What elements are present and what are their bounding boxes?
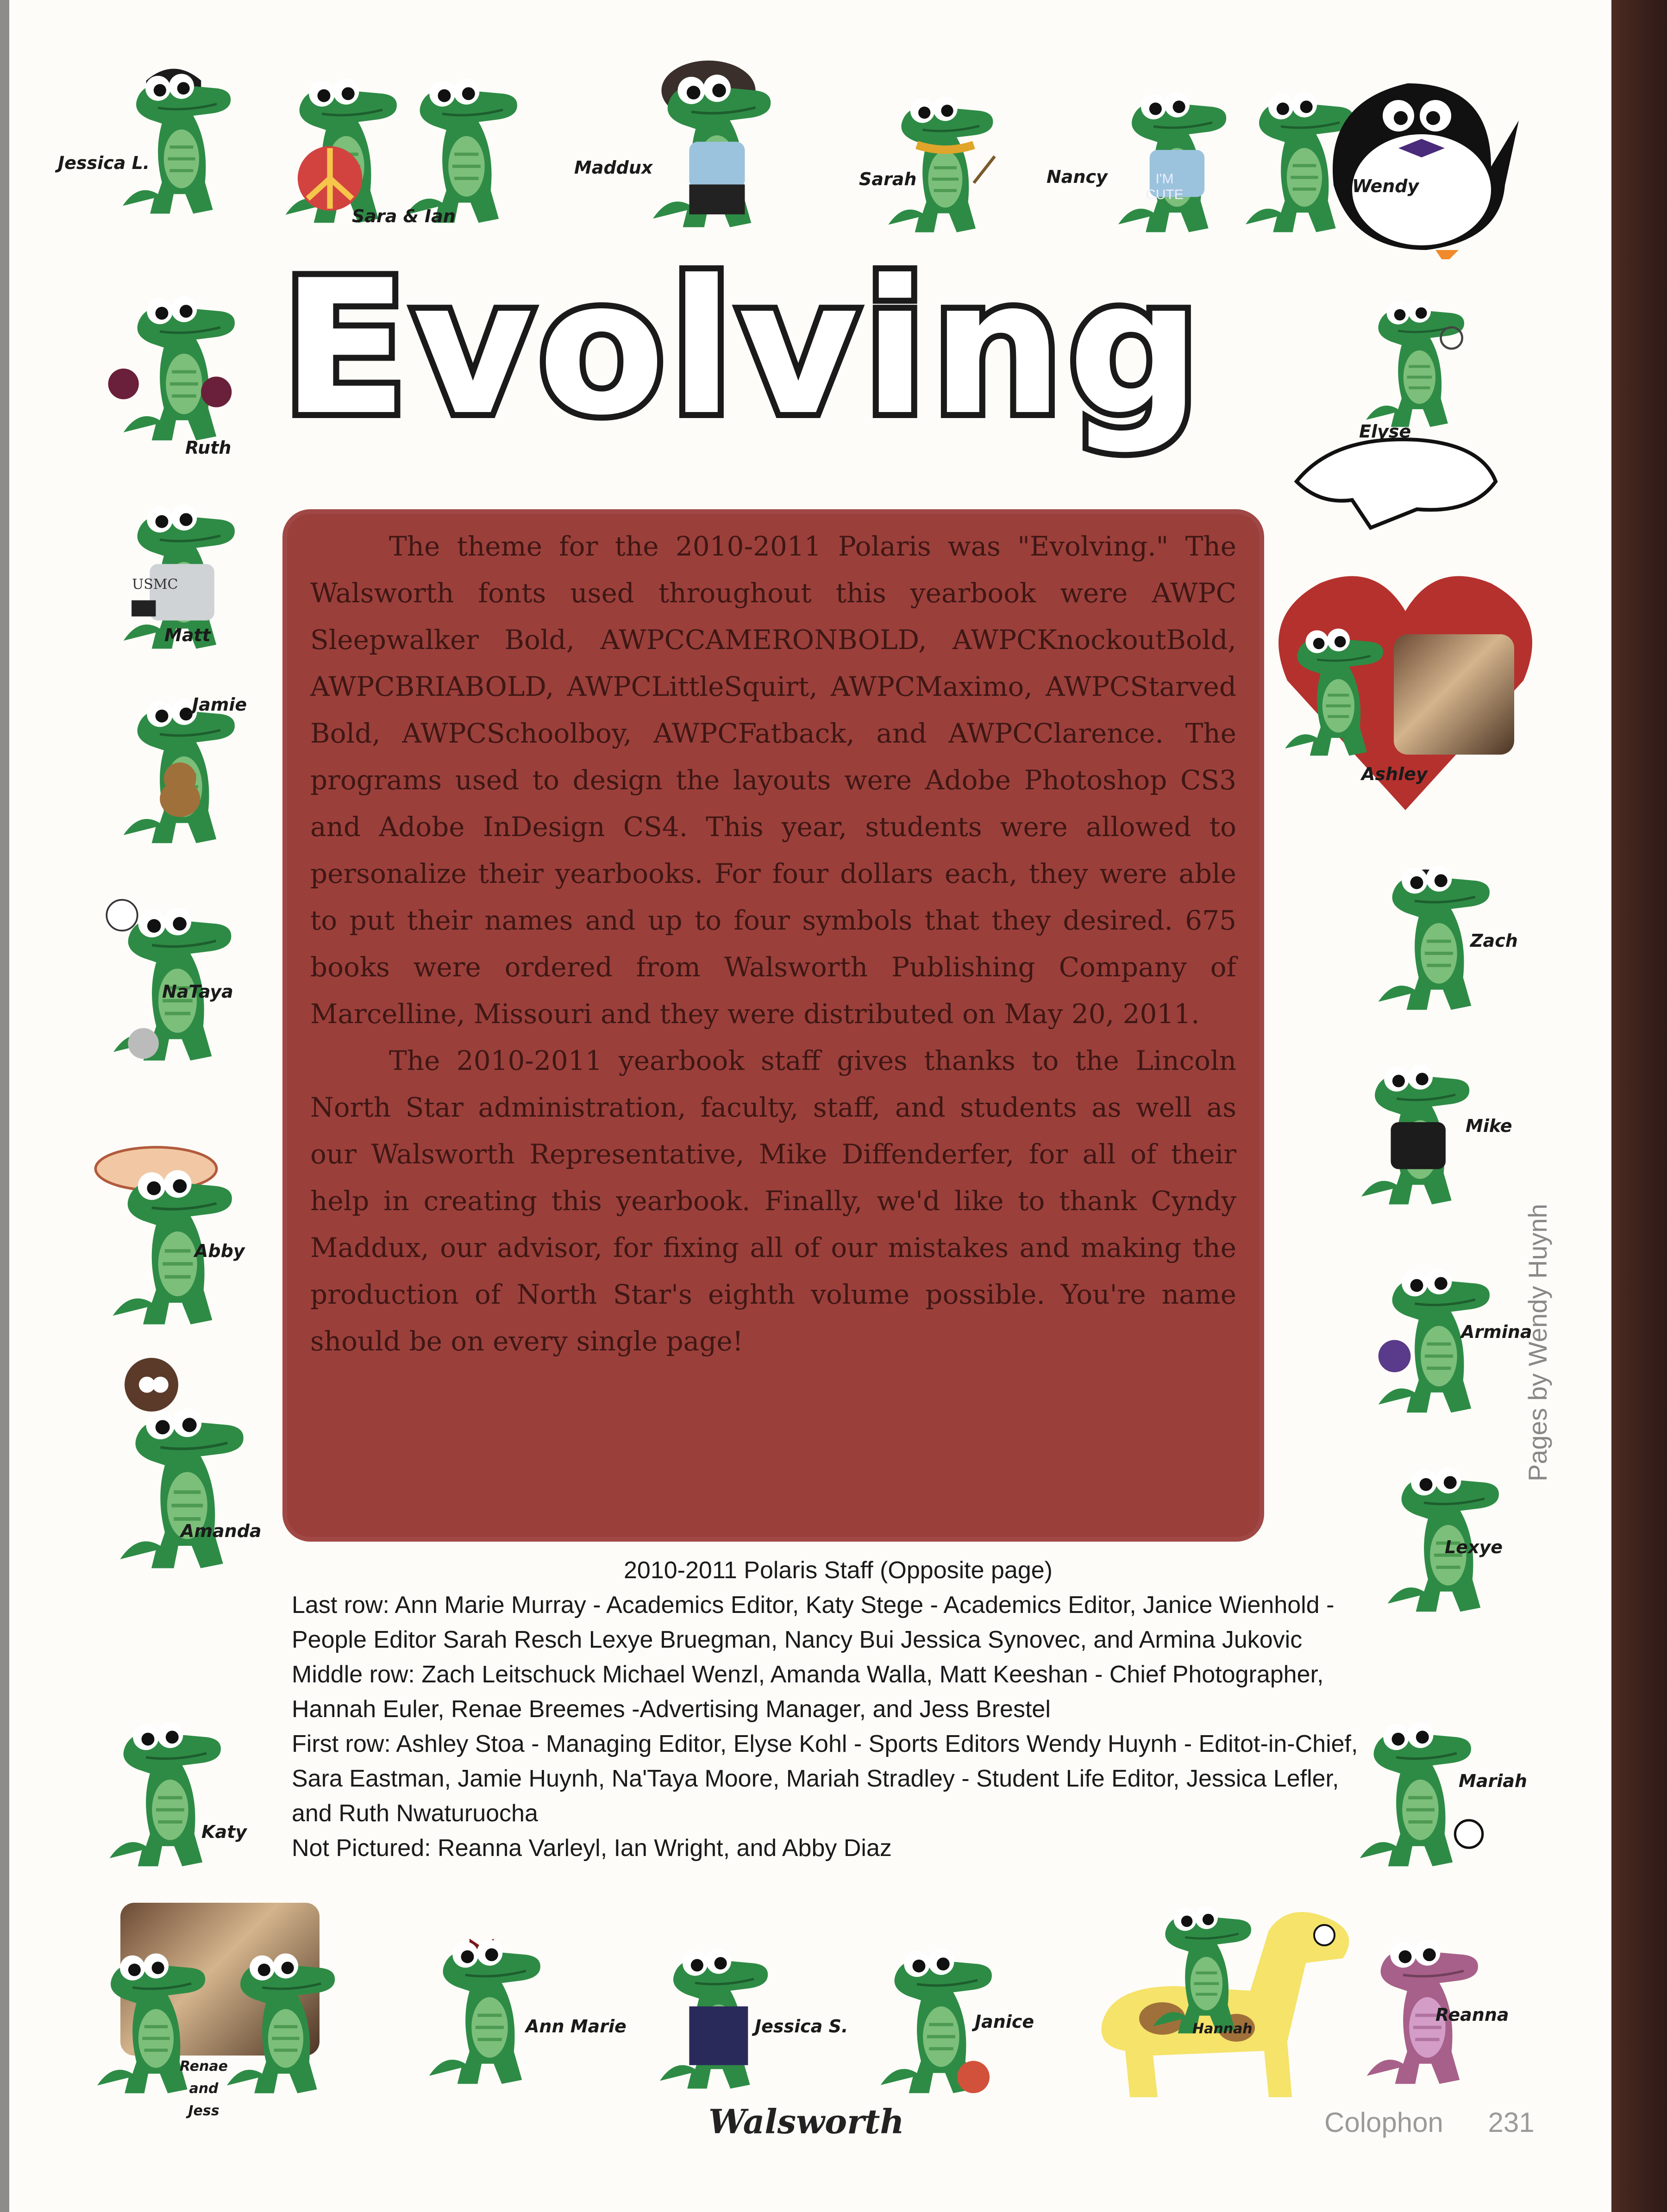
mascot-label-amanda: Amanda xyxy=(181,1521,262,1541)
caption-line-first-row: First row: Ashley Stoa - Managing Editor, Elyse Kohl - Sports Editors Wendy Huynh - Editot-in-Chief, Sara Eastman, Jamie Huynh, Na'Taya Moore, Mariah Stradley - Student Life Editor, Jessica Lefler, and Ruth Nwaturuocha xyxy=(292,1731,1358,1827)
folio-section: Colophon xyxy=(1324,2107,1443,2138)
mascot-ruth xyxy=(111,287,241,444)
mascot-shirt-text-matt: USMC xyxy=(132,576,178,593)
mascot-hannah xyxy=(1139,1898,1260,2037)
caption-line-last-row: Last row: Ann Marie Murray - Academics Editor, Katy Stege - Academics Editor, Janice Wienhold - People Editor Sarah Resch Lexye Bruegman, Nancy Bui Jessica Synovec, and Armina Jukovic xyxy=(292,1592,1335,1653)
mascot-label-matt: Matt xyxy=(164,625,211,645)
mascot-label-lexye: Lexye xyxy=(1445,1537,1503,1557)
book-spine-edge xyxy=(1611,0,1667,2212)
mascot-label-elyse: Elyse xyxy=(1359,421,1411,442)
mascot-label-abby: Abby xyxy=(194,1241,245,1261)
mascot-ian xyxy=(389,69,528,227)
mascot-katy xyxy=(93,1713,232,1870)
penguin-illustration xyxy=(1306,65,1519,259)
mascot-label-zach: Zach xyxy=(1470,931,1518,951)
mascot-label-sarah: Sarah xyxy=(859,169,917,189)
mascot-label-nataya: NaTaya xyxy=(162,981,233,1002)
mascot-label-jessica-l: Jessica L. xyxy=(58,153,150,173)
mascot-label-nancy: Nancy xyxy=(1047,167,1108,187)
page-title xyxy=(292,259,1195,500)
folio xyxy=(1324,2106,1535,2138)
mascot-maddux xyxy=(639,65,778,231)
mascot-jess xyxy=(213,1944,343,2097)
mascot-label-reanna: Reanna xyxy=(1435,2005,1509,2025)
mascot-label-sara-ian: Sara & Ian xyxy=(352,206,456,226)
staff-caption xyxy=(292,1553,1385,1866)
mascot-label-ann-marie: Ann Marie xyxy=(526,2016,627,2037)
mascot-label-ashley: Ashley xyxy=(1361,764,1428,784)
mascot-ashley xyxy=(1273,620,1389,759)
mascot-label-armina: Armina xyxy=(1461,1322,1532,1342)
mascot-ann-marie xyxy=(417,1931,546,2088)
mascot-sara xyxy=(269,69,407,227)
body-paragraph-1: The theme for the 2010-2011 Polaris was "Evolving." The Walsworth fonts used throughout this yearbook were AWPC Sleepwalker Bold, AWPCCAMERONBOLD, AWPCKnockoutBold, AWPCBRIABOLD, AWPCLittleSquirt, AWPCMaximo, AWPCStarved Bold, AWPCSchoolboy, AWPCFatback, and AWPCClarence. The programs used to design the layouts were Adobe Photoshop CS3 and Adobe InDesign CS4. This year, students were allowed to personalize their yearbooks. For four dollars each, they were able to put their names and up to four symbols that they desired. 675 books were ordered from Walsworth Publishing Company of Marcelline, Missouri and they were distributed on May 20, 2011. xyxy=(310,531,1236,1030)
mascot-label-ruth: Ruth xyxy=(185,437,232,458)
mascot-label-mike: Mike xyxy=(1466,1116,1512,1136)
mascot-label-maddux: Maddux xyxy=(574,157,653,178)
mascot-mike xyxy=(1343,1056,1482,1208)
mascot-label-janice: Janice xyxy=(975,2012,1034,2032)
caption-line-middle-row: Middle row: Zach Leitschuck Michael Wenzl, Amanda Walla, Matt Keeshan - Chief Photographer, Hannah Euler, Renae Breemes -Advertising Manager, and Jess Brestel xyxy=(292,1661,1324,1723)
caption-title: 2010-2011 Polaris Staff (Opposite page) xyxy=(624,1557,1053,1584)
theme-text-panel xyxy=(282,509,1264,1542)
mascot-label-mariah: Mariah xyxy=(1459,1771,1527,1791)
mascot-jessica-l xyxy=(107,65,241,218)
mascot-label-wendy: Wendy xyxy=(1352,176,1419,196)
yearbook-page xyxy=(9,0,1611,2212)
mascot-abby xyxy=(102,1134,236,1329)
mascot-amanda xyxy=(111,1356,245,1574)
folio-page-number: 231 xyxy=(1488,2107,1535,2138)
mascot-sarah xyxy=(875,88,1000,236)
mascot-label-jamie: Jamie xyxy=(192,694,247,715)
mascot-label-renae-jess: Renae and Jess xyxy=(180,2058,228,2119)
mascot-shirt-text-nancy: I'M CUTE xyxy=(1146,171,1184,202)
caption-line-not-pictured: Not Pictured: Reanna Varleyl, Ian Wright, and Abby Diaz xyxy=(292,1835,892,1862)
ashley-photo xyxy=(1394,634,1514,755)
mascot-label-hannah: Hannah xyxy=(1192,2021,1253,2037)
mascot-label-jessica-s: Jessica S. xyxy=(755,2016,848,2037)
mascot-nancy xyxy=(1102,83,1236,236)
mascot-label-katy: Katy xyxy=(201,1822,247,1842)
photographer-credit: Pages by Wendy Huynh xyxy=(1523,1204,1552,1481)
publisher-logo: Walsworth xyxy=(708,2102,904,2141)
title-text: Evolving xyxy=(292,259,1195,456)
body-paragraph-2: The 2010-2011 yearbook staff gives thanks to the Lincoln North Star administration, faculty, staff, and students as well as our Walsworth Representative, Mike Diffenderfer, for all of their help in creating this yearbook. Finally, we'd like to thank Cyndy Maddux, our advisor, for fixing all of our mistakes and making the production of North Star's eighth volume possible. You're name should be on every single page! xyxy=(310,1045,1236,1357)
